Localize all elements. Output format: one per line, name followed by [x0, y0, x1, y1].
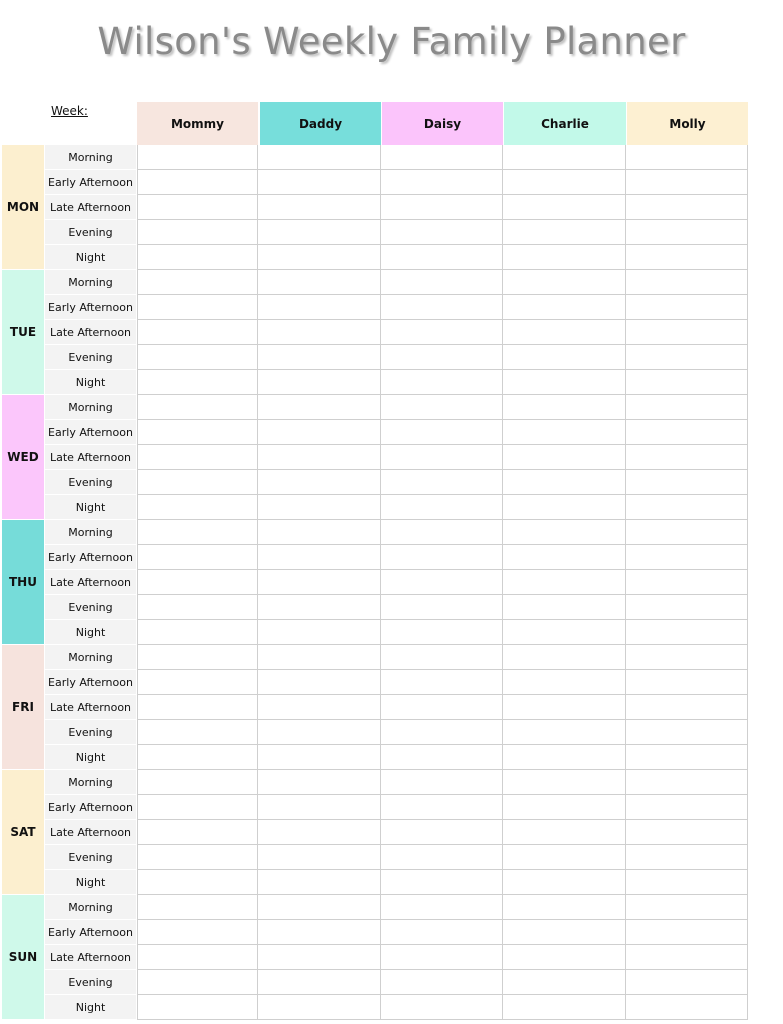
member-header-daddy: Daddy [260, 102, 381, 145]
planner-cell-daisy[interactable] [382, 670, 503, 694]
planner-cell-daisy[interactable] [382, 695, 503, 719]
planner-cell-molly[interactable] [627, 920, 748, 944]
planner-cell-charlie[interactable] [504, 220, 626, 244]
planner-cell-molly[interactable] [627, 770, 748, 794]
planner-cell-charlie[interactable] [504, 845, 626, 869]
planner-cell-molly[interactable] [627, 970, 748, 994]
time-slot-label: Early Afternoon [45, 295, 136, 319]
planner-row [137, 820, 748, 845]
planner-cell-mommy[interactable] [137, 170, 258, 194]
planner-cell-daisy[interactable] [382, 845, 503, 869]
planner-cell-molly[interactable] [627, 520, 748, 544]
planner-cell-charlie[interactable] [504, 645, 626, 669]
planner-cell-daddy[interactable] [260, 370, 381, 394]
planner-cell-charlie[interactable] [504, 670, 626, 694]
planner-cell-mommy[interactable] [137, 545, 258, 569]
time-slot-label: Night [45, 370, 136, 394]
time-slot-label: Night [45, 245, 136, 269]
planner-cell-molly[interactable] [627, 295, 748, 319]
planner-cell-charlie[interactable] [504, 295, 626, 319]
planner-cell-charlie[interactable] [504, 970, 626, 994]
planner-cell-charlie[interactable] [504, 270, 626, 294]
planner-cell-charlie[interactable] [504, 870, 626, 894]
time-slot-label: Late Afternoon [45, 820, 136, 844]
planner-cell-mommy[interactable] [137, 895, 258, 919]
planner-row [137, 470, 748, 495]
planner-row [137, 645, 748, 670]
member-header-daisy: Daisy [382, 102, 503, 145]
planner-cell-charlie[interactable] [504, 745, 626, 769]
planner-row [137, 520, 748, 545]
planner-cell-charlie[interactable] [504, 520, 626, 544]
planner-cell-mommy[interactable] [137, 495, 258, 519]
planner-cell-mommy[interactable] [137, 295, 258, 319]
planner-cell-daisy[interactable] [382, 870, 503, 894]
planner-cell-molly[interactable] [627, 870, 748, 894]
planner-cell-molly[interactable] [627, 620, 748, 644]
day-label-mon: MON [2, 145, 44, 269]
planner-cell-daisy[interactable] [382, 595, 503, 619]
planner-cell-daddy[interactable] [260, 720, 381, 744]
planner-cell-charlie[interactable] [504, 445, 626, 469]
planner-cell-mommy[interactable] [137, 370, 258, 394]
planner-cell-daisy[interactable] [382, 320, 503, 344]
planner-cell-daddy[interactable] [260, 345, 381, 369]
planner-row [137, 945, 748, 970]
day-label-fri: FRI [2, 645, 44, 769]
planner-cell-molly[interactable] [627, 320, 748, 344]
planner-cell-daddy[interactable] [260, 470, 381, 494]
planner-cell-molly[interactable] [627, 570, 748, 594]
planner-cell-charlie[interactable] [504, 170, 626, 194]
planner-cell-charlie[interactable] [504, 470, 626, 494]
planner-cell-daddy[interactable] [260, 845, 381, 869]
planner-cell-daddy[interactable] [260, 795, 381, 819]
time-slot-label: Evening [45, 595, 136, 619]
planner-row [137, 545, 748, 570]
planner-cell-daisy[interactable] [382, 995, 503, 1019]
planner-cell-molly[interactable] [627, 245, 748, 269]
planner-cell-molly[interactable] [627, 470, 748, 494]
planner-row [137, 495, 748, 520]
planner-cell-daisy[interactable] [382, 420, 503, 444]
planner-row [137, 895, 748, 920]
planner-cell-charlie[interactable] [504, 995, 626, 1019]
planner-row [137, 420, 748, 445]
time-slot-label: Late Afternoon [45, 570, 136, 594]
planner-cell-molly[interactable] [627, 820, 748, 844]
planner-cell-daddy[interactable] [260, 745, 381, 769]
planner-cell-daisy[interactable] [382, 620, 503, 644]
planner-cell-daisy[interactable] [382, 445, 503, 469]
planner-cell-mommy[interactable] [137, 520, 258, 544]
planner-cell-mommy[interactable] [137, 995, 258, 1019]
time-slot-label: Morning [45, 145, 136, 169]
planner-row [137, 595, 748, 620]
planner-row [137, 145, 748, 170]
time-slot-label: Evening [45, 970, 136, 994]
planner-cell-daddy[interactable] [260, 820, 381, 844]
planner-cell-molly[interactable] [627, 145, 748, 169]
day-label-sun: SUN [2, 895, 44, 1019]
planner-cell-daddy[interactable] [260, 920, 381, 944]
planner-cell-daisy[interactable] [382, 295, 503, 319]
planner-cell-charlie[interactable] [504, 945, 626, 969]
planner-cell-molly[interactable] [627, 420, 748, 444]
time-slot-label: Evening [45, 470, 136, 494]
planner-cell-charlie[interactable] [504, 920, 626, 944]
time-slot-label: Morning [45, 645, 136, 669]
time-slot-label: Night [45, 745, 136, 769]
planner-cell-charlie[interactable] [504, 545, 626, 569]
planner-cell-mommy[interactable] [137, 645, 258, 669]
planner-cell-mommy[interactable] [137, 570, 258, 594]
planner-cell-mommy[interactable] [137, 920, 258, 944]
planner-cell-mommy[interactable] [137, 820, 258, 844]
day-label-wed: WED [2, 395, 44, 519]
page-title: Wilson's Weekly Family Planner [97, 20, 686, 63]
planner-cell-charlie[interactable] [504, 820, 626, 844]
planner-cell-molly[interactable] [627, 895, 748, 919]
planner-row [137, 245, 748, 270]
planner-cell-daisy[interactable] [382, 570, 503, 594]
planner-cell-daddy[interactable] [260, 145, 381, 169]
time-slot-label: Night [45, 870, 136, 894]
planner-cell-charlie[interactable] [504, 495, 626, 519]
planner-row [137, 695, 748, 720]
planner-cell-molly[interactable] [627, 545, 748, 569]
day-label-thu: THU [2, 520, 44, 644]
planner-cell-mommy[interactable] [137, 970, 258, 994]
planner-cell-charlie[interactable] [504, 795, 626, 819]
planner-cell-charlie[interactable] [504, 345, 626, 369]
planner-cell-daddy[interactable] [260, 595, 381, 619]
planner-cell-molly[interactable] [627, 795, 748, 819]
time-slot-label: Early Afternoon [45, 545, 136, 569]
planner-cell-charlie[interactable] [504, 570, 626, 594]
time-slot-label: Evening [45, 345, 136, 369]
planner-cell-daisy[interactable] [382, 220, 503, 244]
planner-cell-charlie[interactable] [504, 145, 626, 169]
planner-cell-daisy[interactable] [382, 770, 503, 794]
planner-cell-charlie[interactable] [504, 620, 626, 644]
planner-cell-mommy[interactable] [137, 945, 258, 969]
time-slot-label: Late Afternoon [45, 695, 136, 719]
planner-cell-daisy[interactable] [382, 720, 503, 744]
planner-cell-daisy[interactable] [382, 970, 503, 994]
planner-cell-charlie[interactable] [504, 895, 626, 919]
time-slot-label: Night [45, 495, 136, 519]
planner-cell-charlie[interactable] [504, 720, 626, 744]
planner-cell-daisy[interactable] [382, 520, 503, 544]
planner-cell-daddy[interactable] [260, 645, 381, 669]
planner-cell-molly[interactable] [627, 995, 748, 1019]
planner-cell-mommy[interactable] [137, 845, 258, 869]
planner-cell-daddy[interactable] [260, 620, 381, 644]
planner-row [137, 870, 748, 895]
planner-cell-charlie[interactable] [504, 245, 626, 269]
planner-cell-molly[interactable] [627, 745, 748, 769]
planner-cell-charlie[interactable] [504, 320, 626, 344]
planner-cell-daisy[interactable] [382, 920, 503, 944]
time-slot-label: Morning [45, 270, 136, 294]
planner-row [137, 620, 748, 645]
planner-cell-mommy[interactable] [137, 870, 258, 894]
day-label-sat: SAT [2, 770, 44, 894]
time-slot-label: Night [45, 620, 136, 644]
planner-cell-molly[interactable] [627, 495, 748, 519]
planner-cell-daisy[interactable] [382, 170, 503, 194]
planner-cell-daddy[interactable] [260, 545, 381, 569]
planner-row [137, 795, 748, 820]
planner-cell-molly[interactable] [627, 395, 748, 419]
member-header-molly: Molly [627, 102, 748, 145]
planner-cell-daddy[interactable] [260, 395, 381, 419]
planner-cell-charlie[interactable] [504, 420, 626, 444]
planner-cell-daisy[interactable] [382, 545, 503, 569]
time-slot-label: Morning [45, 395, 136, 419]
planner-cell-mommy[interactable] [137, 745, 258, 769]
planner-cell-daisy[interactable] [382, 245, 503, 269]
planner-cell-daddy[interactable] [260, 970, 381, 994]
planner-row [137, 345, 748, 370]
planner-cell-molly[interactable] [627, 670, 748, 694]
planner-cell-daisy[interactable] [382, 745, 503, 769]
planner-row [137, 195, 748, 220]
time-slot-label: Late Afternoon [45, 320, 136, 344]
planner-cell-daisy[interactable] [382, 395, 503, 419]
planner-cell-mommy[interactable] [137, 195, 258, 219]
planner-cell-daddy[interactable] [260, 495, 381, 519]
planner-cell-daisy[interactable] [382, 370, 503, 394]
time-slot-label: Early Afternoon [45, 170, 136, 194]
planner-cell-charlie[interactable] [504, 195, 626, 219]
planner-cell-mommy[interactable] [137, 395, 258, 419]
planner-row [137, 295, 748, 320]
planner-row [137, 745, 748, 770]
planner-cell-mommy[interactable] [137, 720, 258, 744]
planner-cell-daddy[interactable] [260, 295, 381, 319]
planner-row [137, 320, 748, 345]
planner-cell-daisy[interactable] [382, 195, 503, 219]
planner-cell-charlie[interactable] [504, 395, 626, 419]
planner-cell-mommy[interactable] [137, 670, 258, 694]
planner-cell-mommy[interactable] [137, 445, 258, 469]
planner-cell-daddy[interactable] [260, 420, 381, 444]
planner-row [137, 170, 748, 195]
member-header-charlie: Charlie [504, 102, 626, 145]
time-slot-label: Early Afternoon [45, 920, 136, 944]
planner-cell-daisy[interactable] [382, 495, 503, 519]
time-slot-label: Late Afternoon [45, 945, 136, 969]
planner-cell-molly[interactable] [627, 845, 748, 869]
planner-cell-molly[interactable] [627, 945, 748, 969]
planner-cell-mommy[interactable] [137, 470, 258, 494]
time-slot-label: Late Afternoon [45, 445, 136, 469]
time-slot-label: Morning [45, 770, 136, 794]
planner-cell-molly[interactable] [627, 345, 748, 369]
planner-cell-daisy[interactable] [382, 345, 503, 369]
planner-cell-molly[interactable] [627, 270, 748, 294]
planner-row [137, 720, 748, 745]
planner-row [137, 270, 748, 295]
time-slot-label: Night [45, 995, 136, 1019]
planner-cell-mommy[interactable] [137, 695, 258, 719]
planner-cell-mommy[interactable] [137, 770, 258, 794]
planner-cell-daisy[interactable] [382, 820, 503, 844]
planner-cell-daisy[interactable] [382, 470, 503, 494]
planner-cell-molly[interactable] [627, 595, 748, 619]
planner-cell-daddy[interactable] [260, 245, 381, 269]
planner-cell-mommy[interactable] [137, 595, 258, 619]
week-label: Week: [51, 104, 88, 118]
time-slot-label: Late Afternoon [45, 195, 136, 219]
day-label-tue: TUE [2, 270, 44, 394]
planner-cell-daddy[interactable] [260, 995, 381, 1019]
planner-row [137, 670, 748, 695]
planner-cell-daddy[interactable] [260, 895, 381, 919]
planner-cell-mommy[interactable] [137, 795, 258, 819]
planner-cell-mommy[interactable] [137, 345, 258, 369]
planner-cell-molly[interactable] [627, 195, 748, 219]
planner-cell-daisy[interactable] [382, 270, 503, 294]
planner-cell-daddy[interactable] [260, 670, 381, 694]
planner-row [137, 770, 748, 795]
planner-cell-molly[interactable] [627, 720, 748, 744]
time-slot-label: Evening [45, 845, 136, 869]
planner-cell-daisy[interactable] [382, 895, 503, 919]
planner-cell-molly[interactable] [627, 370, 748, 394]
planner-cell-daddy[interactable] [260, 520, 381, 544]
planner-cell-daddy[interactable] [260, 945, 381, 969]
planner-row [137, 220, 748, 245]
planner-row [137, 995, 748, 1020]
planner-cell-daddy[interactable] [260, 445, 381, 469]
planner-cell-daisy[interactable] [382, 795, 503, 819]
planner-cell-molly[interactable] [627, 220, 748, 244]
planner-row [137, 570, 748, 595]
planner-cell-daddy[interactable] [260, 870, 381, 894]
planner-cell-mommy[interactable] [137, 220, 258, 244]
member-header-mommy: Mommy [137, 102, 258, 145]
planner-cell-mommy[interactable] [137, 145, 258, 169]
planner-cell-charlie[interactable] [504, 370, 626, 394]
planner-cell-molly[interactable] [627, 170, 748, 194]
planner-row [137, 395, 748, 420]
planner-cell-daddy[interactable] [260, 195, 381, 219]
planner-cell-charlie[interactable] [504, 595, 626, 619]
planner-row [137, 970, 748, 995]
planner-cell-daddy[interactable] [260, 570, 381, 594]
planner-cell-charlie[interactable] [504, 695, 626, 719]
planner-cell-molly[interactable] [627, 445, 748, 469]
planner-cell-daisy[interactable] [382, 145, 503, 169]
planner-cell-daddy[interactable] [260, 320, 381, 344]
planner-cell-daddy[interactable] [260, 220, 381, 244]
planner-cell-daddy[interactable] [260, 695, 381, 719]
time-slot-label: Morning [45, 520, 136, 544]
planner-cell-daisy[interactable] [382, 945, 503, 969]
time-slot-label: Morning [45, 895, 136, 919]
planner-cell-daisy[interactable] [382, 645, 503, 669]
planner-cell-mommy[interactable] [137, 620, 258, 644]
planner-row [137, 920, 748, 945]
time-slot-label: Early Afternoon [45, 670, 136, 694]
planner-cell-daddy[interactable] [260, 770, 381, 794]
time-slot-label: Evening [45, 720, 136, 744]
time-slot-label: Early Afternoon [45, 795, 136, 819]
planner-cell-daddy[interactable] [260, 170, 381, 194]
planner-cell-molly[interactable] [627, 645, 748, 669]
planner-cell-mommy[interactable] [137, 245, 258, 269]
planner-row [137, 370, 748, 395]
planner-cell-mommy[interactable] [137, 320, 258, 344]
planner-cell-molly[interactable] [627, 695, 748, 719]
time-slot-label: Evening [45, 220, 136, 244]
planner-cell-mommy[interactable] [137, 420, 258, 444]
planner-row [137, 445, 748, 470]
planner-cell-daddy[interactable] [260, 270, 381, 294]
planner-row [137, 845, 748, 870]
time-slot-label: Early Afternoon [45, 420, 136, 444]
planner-cell-mommy[interactable] [137, 270, 258, 294]
planner-cell-charlie[interactable] [504, 770, 626, 794]
